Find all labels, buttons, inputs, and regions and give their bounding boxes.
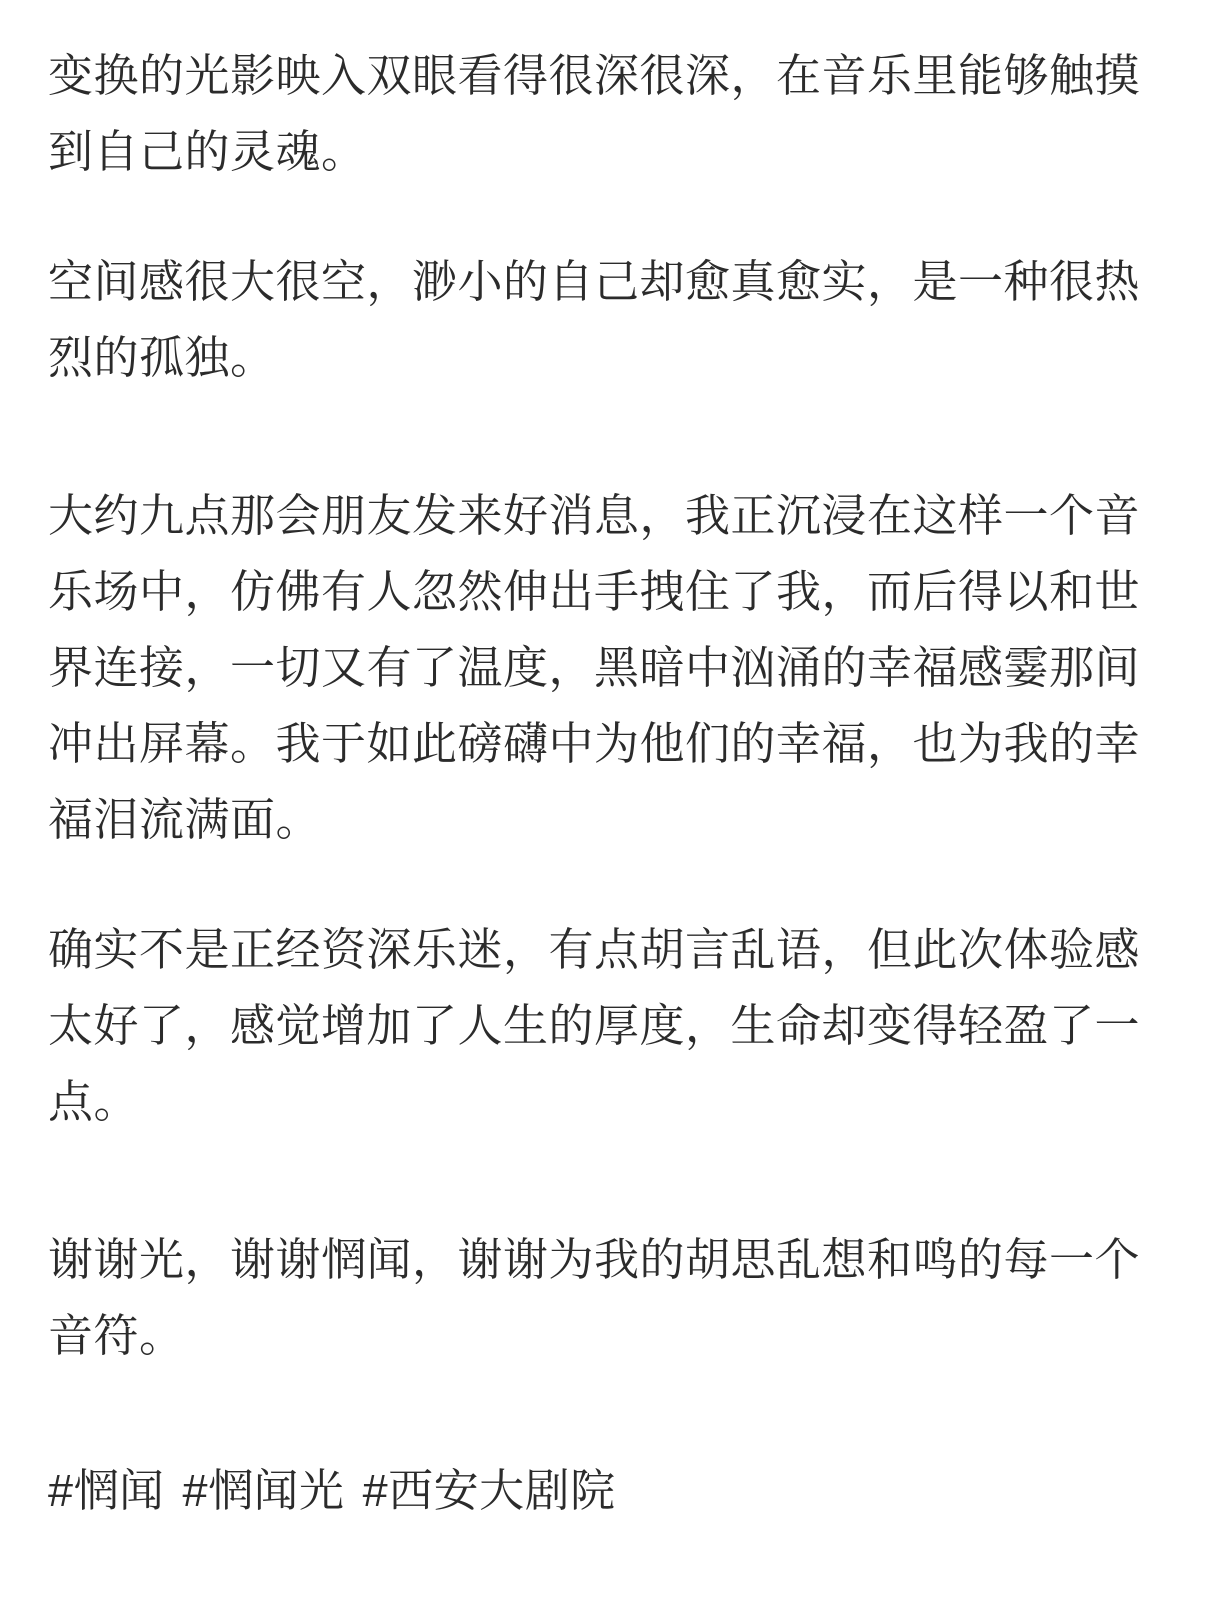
paragraph-4: 确实不是正经资深乐迷，有点胡言乱语，但此次体验感太好了，感觉增加了人生的厚度，生命却变得轻盈了一点。	[48, 924, 1141, 1127]
paragraph-3: 大约九点那会朋友发来好消息，我正沉浸在这样一个音乐场中，仿佛有人忽然伸出手拽住了我，而后得以和世界连接，一切又有了温度，黑暗中汹涌的幸福感霎那间冲出屏幕。我于如此磅礴中为他们的幸福，也为我的幸福泪流满面。	[48, 490, 1141, 845]
hashtag-list	[48, 1456, 1154, 1526]
paragraph-5: 谢谢光，谢谢惘闻，谢谢为我的胡思乱想和鸣的每一个音符。	[48, 1234, 1141, 1361]
paragraph-2: 空间感很大很空，渺小的自己却愈真愈实，是一种很热烈的孤独。	[48, 256, 1141, 383]
paragraph-1: 变换的光影映入双眼看得很深很深，在音乐里能够触摸到自己的灵魂。	[48, 50, 1141, 177]
hashtag-item[interactable]: #西安大剧院	[362, 1465, 616, 1516]
hashtag-item[interactable]: #惘闻光	[182, 1465, 345, 1516]
hashtag-item[interactable]: #惘闻	[48, 1465, 165, 1516]
